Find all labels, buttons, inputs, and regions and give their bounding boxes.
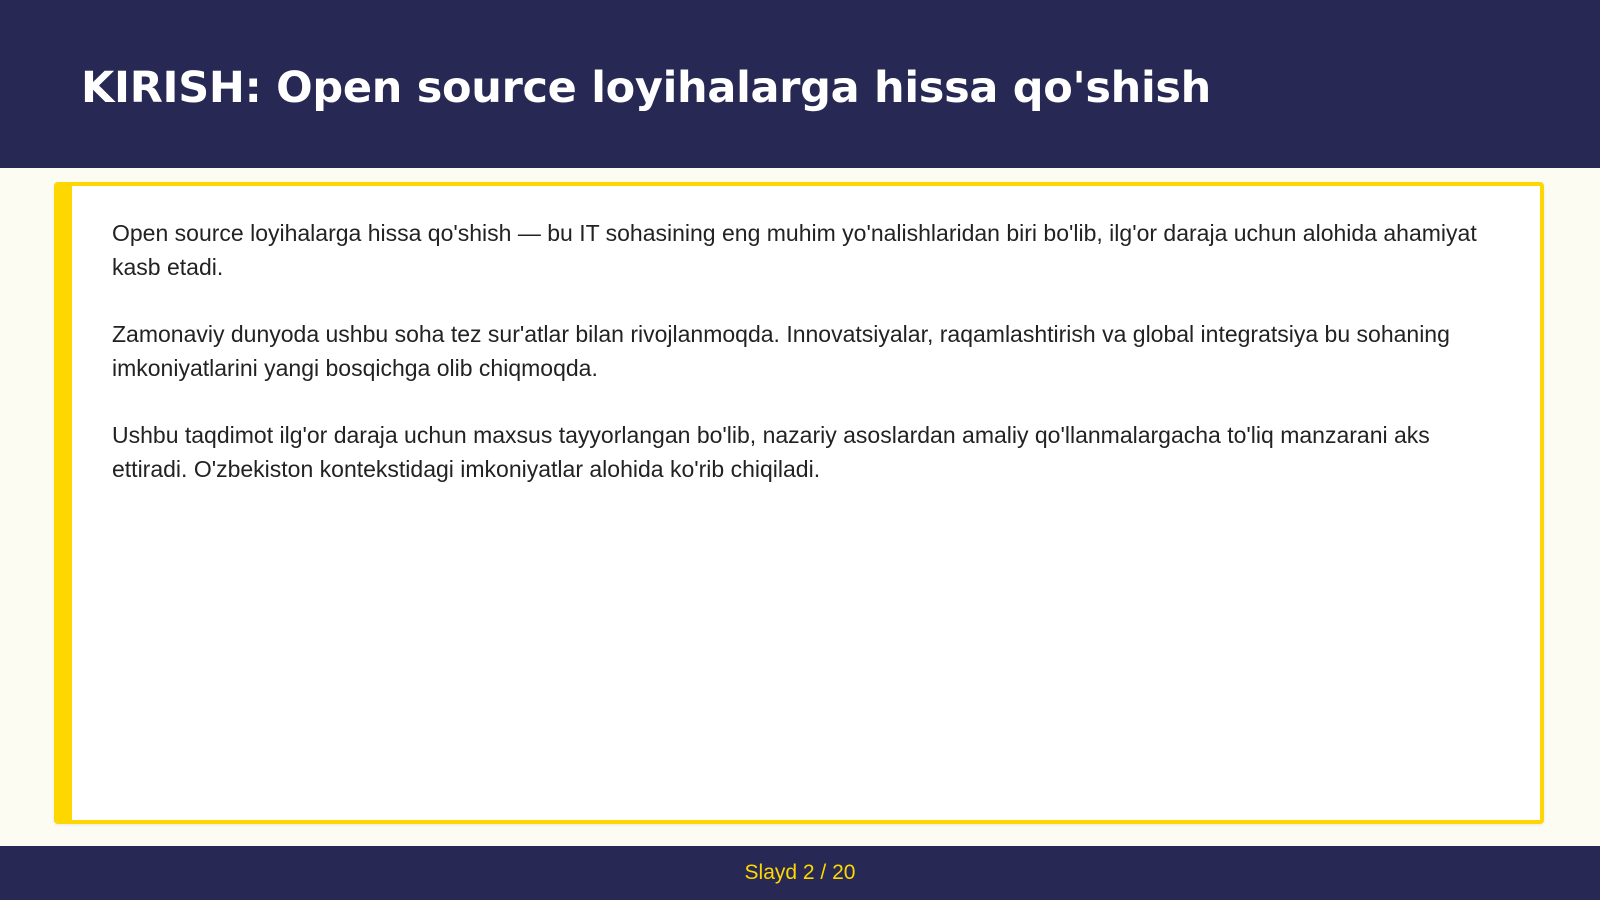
content-card (54, 182, 1544, 824)
slide-footer (0, 846, 1600, 900)
paragraph-1: Open source loyihalarga hissa qo'shish — bu IT sohasining eng muhim yo'nalishlaridan biri bo'lib, ilg'or daraja uchun alohida ahamiyat kasb etadi. (112, 220, 1477, 280)
paragraph-3: Ushbu taqdimot ilg'or daraja uchun maxsus tayyorlangan bo'lib, nazariy asoslardan amaliy qo'llanmalargacha to'liq manzarani aks ettiradi. O'zbekiston kontekstidagi imkoniyatlar alohida ko'rib chiqiladi. (112, 422, 1430, 482)
slide-header (0, 0, 1600, 168)
paragraph-2: Zamonaviy dunyoda ushbu soha tez sur'atlar bilan rivojlanmoqda. Innovatsiyalar, raqamlashtirish va global integratsiya bu sohaning imkoniyatlarini yangi bosqichga olib chiqmoqda. (112, 321, 1450, 381)
content-body (112, 216, 1510, 519)
slide-title: KIRISH: Open source loyihalarga hissa qo'shish (81, 63, 1211, 113)
slide-counter: Slayd 2 / 20 (744, 861, 856, 884)
